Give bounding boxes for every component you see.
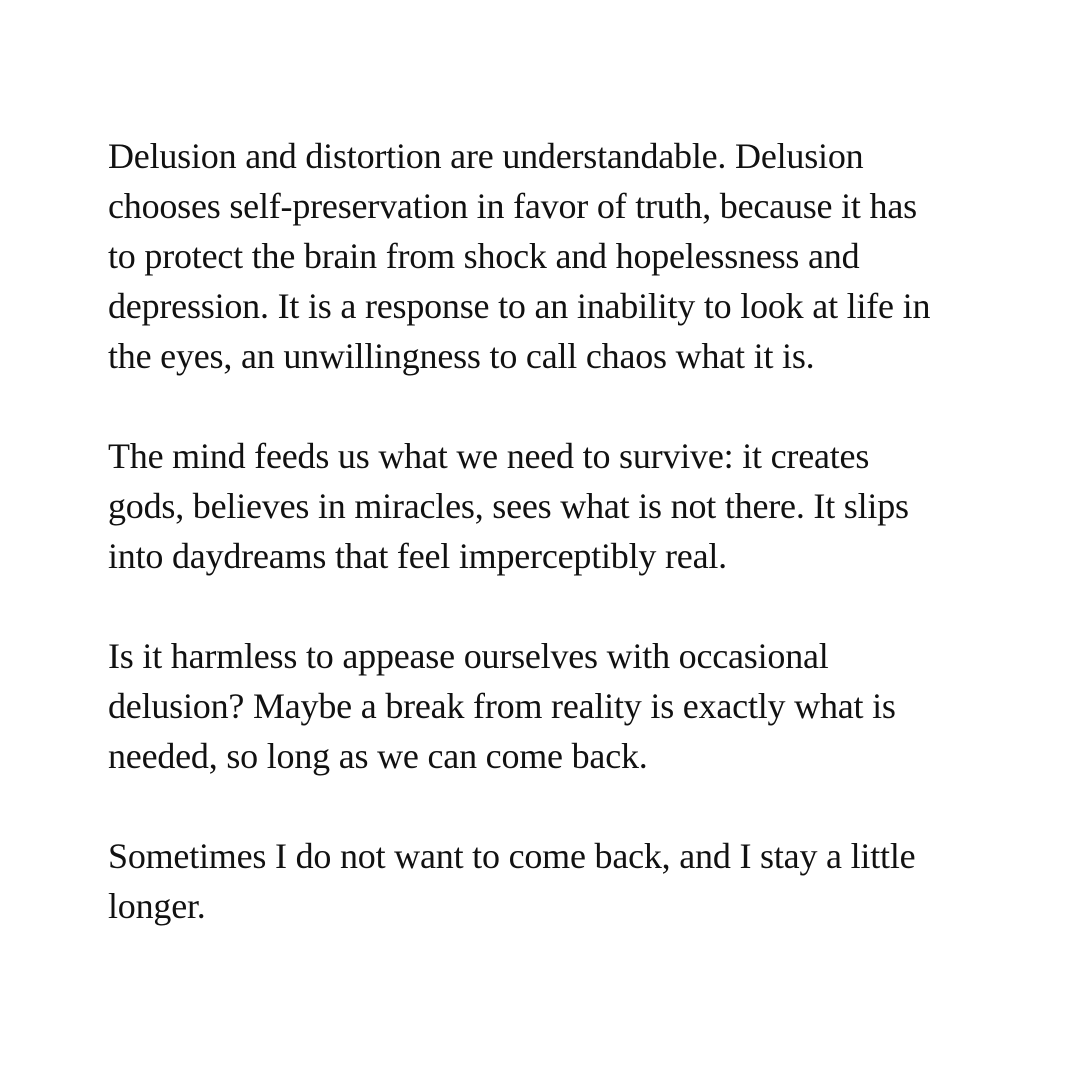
paragraph-4 xyxy=(108,831,988,931)
text-line: Sometimes I do not want to come back, and I stay a little xyxy=(108,836,916,876)
text-line: chooses self-preservation in favor of truth, because it has xyxy=(108,186,917,226)
text-line: gods, believes in miracles, sees what is not there. It slips xyxy=(108,486,909,526)
text-line: The mind feeds us what we need to survive: it creates xyxy=(108,436,870,476)
text-line: needed, so long as we can come back. xyxy=(108,736,648,776)
paragraph-2 xyxy=(108,431,988,581)
text-block xyxy=(108,131,988,931)
text-line: to protect the brain from shock and hopelessness and xyxy=(108,236,860,276)
paragraph-1 xyxy=(108,131,988,381)
text-line: into daydreams that feel imperceptibly real. xyxy=(108,536,727,576)
text-line: longer. xyxy=(108,886,206,926)
text-line: Delusion and distortion are understandable. Delusion xyxy=(108,136,864,176)
paragraph-spacer xyxy=(108,581,988,631)
paragraph-spacer xyxy=(108,781,988,831)
text-line: the eyes, an unwillingness to call chaos what it is. xyxy=(108,336,815,376)
text-line: depression. It is a response to an inability to look at life in xyxy=(108,286,931,326)
paragraph-spacer xyxy=(108,381,988,431)
text-line: delusion? Maybe a break from reality is exactly what is xyxy=(108,686,896,726)
text-line: Is it harmless to appease ourselves with occasional xyxy=(108,636,829,676)
paragraph-3 xyxy=(108,631,988,781)
